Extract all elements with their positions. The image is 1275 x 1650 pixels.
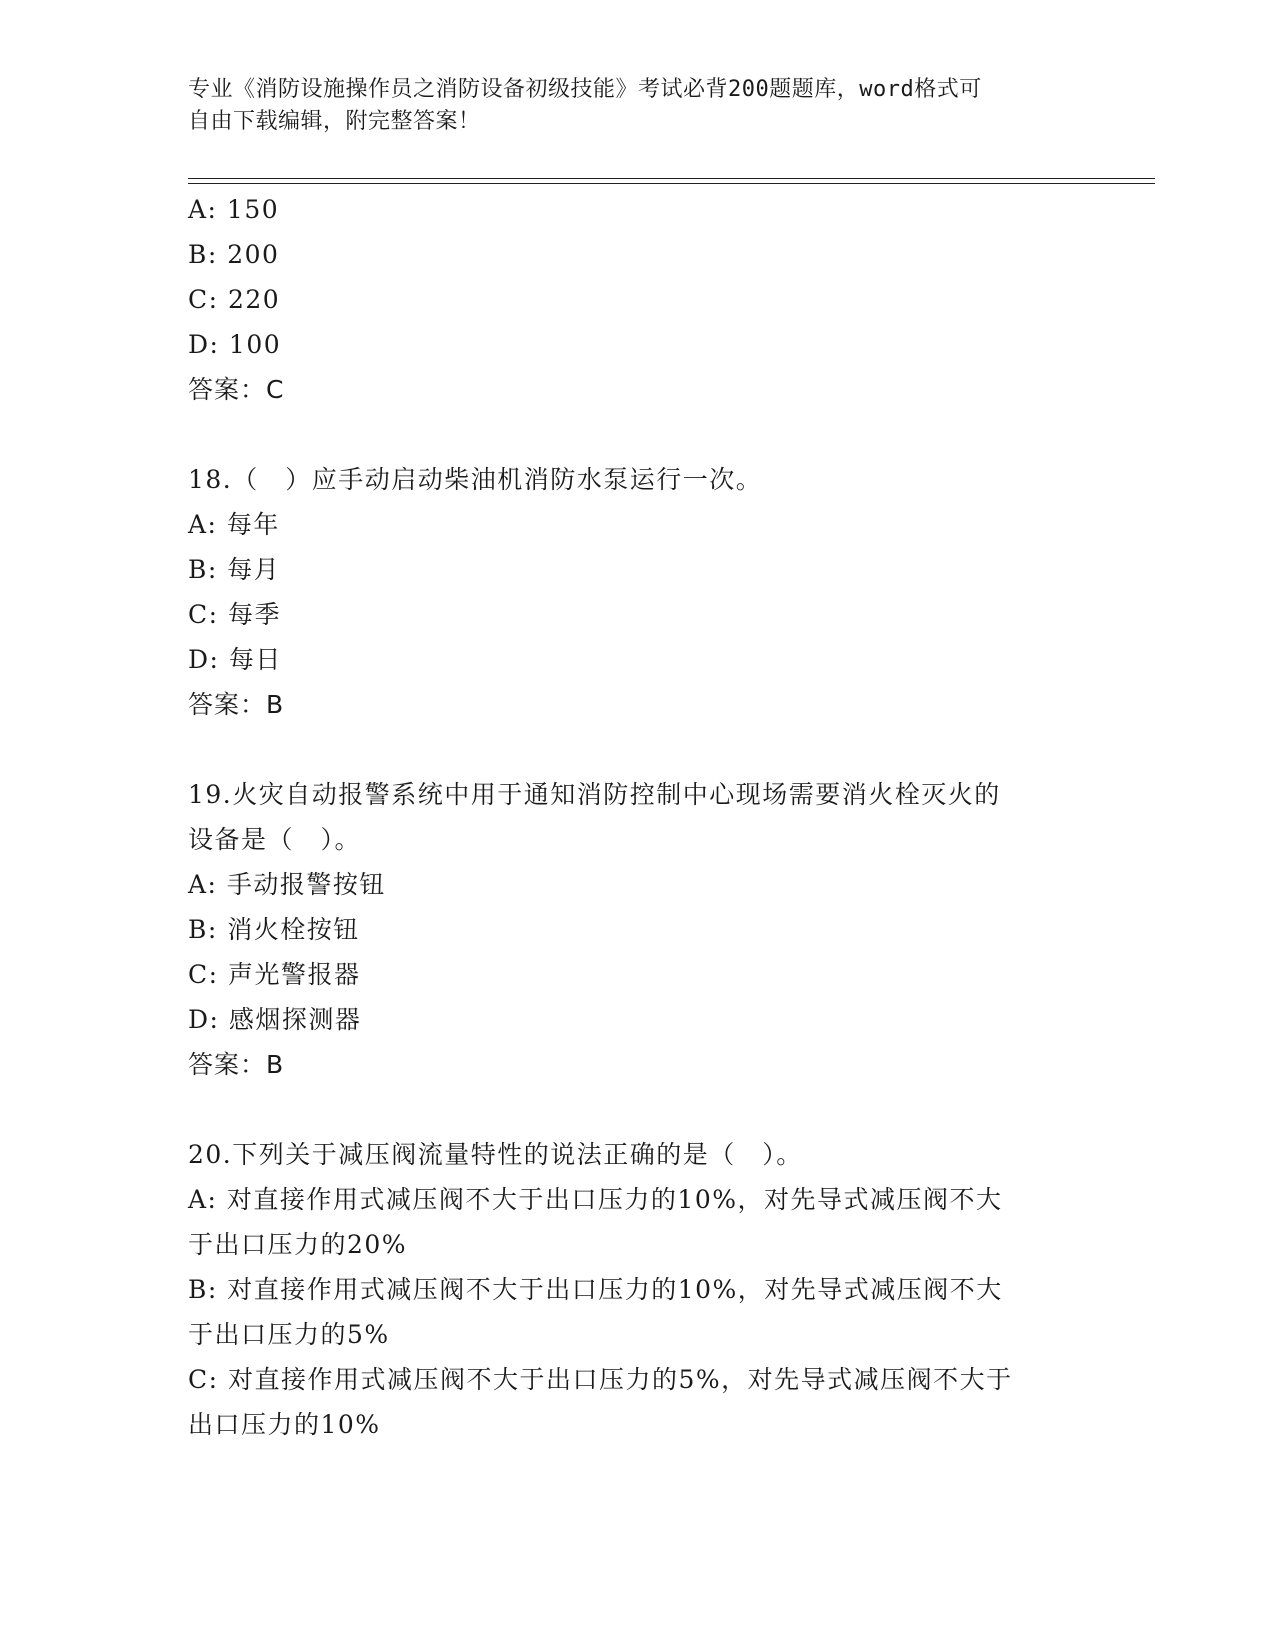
q18-option-d: D: 每日 <box>188 645 282 674</box>
q20-stem: 20.下列关于减压阀流量特性的说法正确的是（ ）。 <box>188 1140 803 1169</box>
q18-option-c: C: 每季 <box>188 600 281 629</box>
q19-option-a: A: 手动报警按钮 <box>188 870 386 899</box>
header-divider-bottom <box>188 183 1155 184</box>
q19-option-b: B: 消火栓按钮 <box>188 915 360 944</box>
q20-option-a-line-2: 于出口压力的20% <box>188 1230 408 1259</box>
prev-option-c: C: 220 <box>188 285 281 314</box>
document-header <box>188 74 1068 138</box>
prev-option-d: D: 100 <box>188 330 282 359</box>
q19-answer: 答案：B <box>188 1050 285 1079</box>
header-line-2: 自由下载编辑，附完整答案！ <box>188 109 481 134</box>
q19-option-c: C: 声光警报器 <box>188 960 361 989</box>
header-divider-top <box>188 178 1155 179</box>
header-line-1: 专业《消防设施操作员之消防设备初级技能》考试必背200题题库，word格式可 <box>188 77 982 102</box>
prev-answer: 答案：C <box>188 375 285 404</box>
q18-stem: 18.（ ）应手动启动柴油机消防水泵运行一次。 <box>188 465 763 494</box>
q20-option-a-line-1: A: 对直接作用式减压阀不大于出口压力的10%，对先导式减压阀不大 <box>188 1185 1003 1214</box>
q18-option-b: B: 每月 <box>188 555 281 584</box>
q20-option-c-line-1: C: 对直接作用式减压阀不大于出口压力的5%，对先导式减压阀不大于 <box>188 1365 1013 1394</box>
q18-answer: 答案：B <box>188 690 285 719</box>
q18-option-a: A: 每年 <box>188 510 280 539</box>
prev-option-b: B: 200 <box>188 240 280 269</box>
q20-option-c-line-2: 出口压力的10% <box>188 1410 381 1439</box>
q20-option-b-line-1: B: 对直接作用式减压阀不大于出口压力的10%，对先导式减压阀不大 <box>188 1275 1003 1304</box>
q19-stem-line-1: 19.火灾自动报警系统中用于通知消防控制中心现场需要消火栓灭火的 <box>188 780 1001 809</box>
q19-option-d: D: 感烟探测器 <box>188 1005 362 1034</box>
q19-stem-line-2: 设备是（ ）。 <box>188 825 362 854</box>
q20-option-b-line-2: 于出口压力的5% <box>188 1320 390 1349</box>
prev-option-a: A: 150 <box>188 195 280 224</box>
